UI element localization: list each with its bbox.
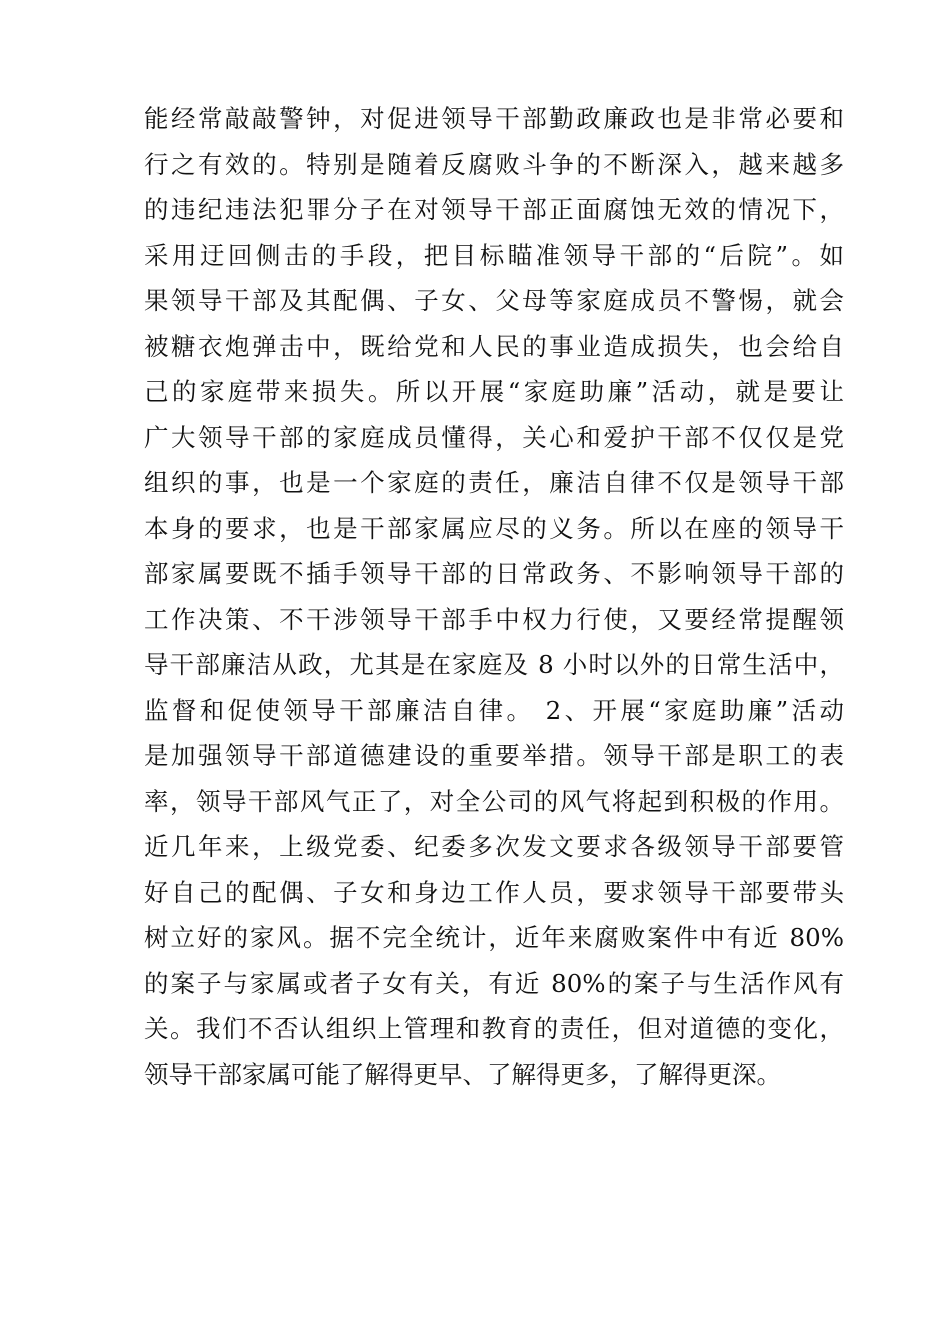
text-line: 广大领导干部的家庭成员懂得，关心和爱护干部不仅仅是党 bbox=[144, 422, 844, 452]
text-line: 行之有效的。特别是随着反腐败斗争的不断深入，越来越多 bbox=[144, 149, 844, 179]
text-line: 果领导干部及其配偶、子女、父母等家庭成员不警惕，就会 bbox=[144, 286, 844, 315]
text-line: 己的家庭带来损失。所以开展“家庭助廉”活动，就是要让 bbox=[144, 377, 844, 406]
text-line: 组织的事，也是一个家庭的责任，廉洁自律不仅是领导干部 bbox=[144, 468, 844, 497]
text-line: 部家属要既不插手领导干部的日常政务、不影响领导干部的 bbox=[144, 559, 844, 588]
text-line: 采用迂回侧击的手段，把目标瞄准领导干部的“后院”。如 bbox=[144, 240, 844, 270]
body-text bbox=[144, 96, 844, 1097]
text-line: 关。我们不否认组织上管理和教育的责任，但对道德的变化， bbox=[144, 1014, 844, 1043]
text-line: 被糖衣炮弹击中，既给党和人民的事业造成损失，也会给自 bbox=[144, 331, 844, 361]
text-line: 的案子与家属或者子女有关，有近 80%的案子与生活作风有 bbox=[144, 968, 844, 998]
text-line: 率，领导干部风气正了，对全公司的风气将起到积极的作用。 bbox=[144, 786, 844, 816]
text-line: 的违纪违法犯罪分子在对领导干部正面腐蚀无效的情况下， bbox=[144, 195, 844, 224]
text-line: 近几年来，上级党委、纪委多次发文要求各级领导干部要管 bbox=[144, 832, 844, 861]
text-line: 能经常敲敲警钟，对促进领导干部勤政廉政也是非常必要和 bbox=[144, 104, 844, 133]
text-line: 树立好的家风。据不完全统计，近年来腐败案件中有近 80% bbox=[144, 923, 844, 952]
text-line: 是加强领导干部道德建设的重要举措。领导干部是职工的表 bbox=[144, 741, 844, 770]
text-line: 领导干部家属可能了解得更早、了解得更多，了解得更深。 bbox=[144, 1059, 781, 1089]
text-line: 导干部廉洁从政，尤其是在家庭及 8 小时以外的日常生活中， bbox=[144, 650, 844, 679]
text-line: 监督和促使领导干部廉洁自律。 2、开展“家庭助廉”活动 bbox=[144, 695, 844, 725]
text-line: 本身的要求，也是干部家属应尽的义务。所以在座的领导干 bbox=[144, 513, 844, 543]
text-line: 好自己的配偶、子女和身边工作人员，要求领导干部要带头 bbox=[144, 877, 844, 907]
text-line: 工作决策、不干涉领导干部手中权力行使，又要经常提醒领 bbox=[144, 604, 844, 634]
